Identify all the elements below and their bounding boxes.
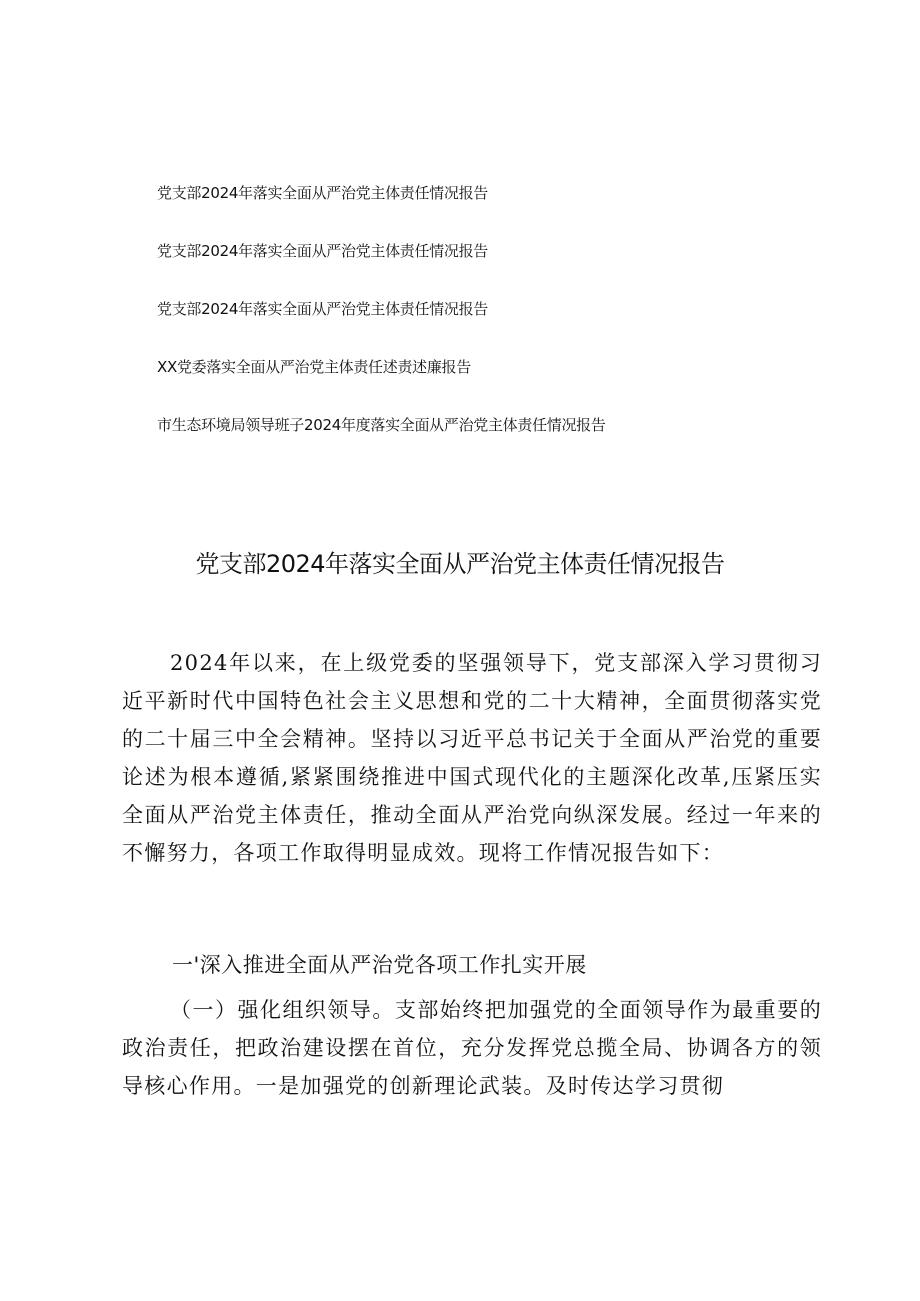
toc-item: 市生态环境局领导班子2024年度落实全面从严治党主体责任情况报告 (157, 416, 606, 434)
document-title: 党支部2024年落实全面从严治党主体责任情况报告 (195, 550, 725, 578)
intro-paragraph: 2024年以来，在上级党委的坚强领导下，党支部深入学习贯彻习近平新时代中国特色社会主义思想和党的二十大精神，全面贯彻落实党的二十届三中全会精神。坚持以习近平总书记关于全面从严治党的重要论述为根本遵循,紧紧围绕推进中国式现代化的主题深化改革,压紧压实全面从严治党主体责任，推动全面从严治党向纵深发展。经过一年来的不懈努力，各项工作取得明显成效。现将工作情况报告如下： (122, 651, 822, 865)
section-heading: 一'深入推进全面从严治党各项工作扎实开展 (172, 953, 587, 977)
toc-item: XX党委落实全面从严治党主体责任述责述廉报告 (157, 358, 471, 376)
table-of-contents (157, 183, 797, 473)
toc-item: 党支部2024年落实全面从严治党主体责任情况报告 (157, 184, 488, 202)
toc-item: 党支部2024年落实全面从严治党主体责任情况报告 (157, 300, 488, 318)
body-paragraph: （一）强化组织领导。支部始终把加强党的全面领导作为最重要的政治责任，把政治建设摆在首位，充分发挥党总揽全局、协调各方的领导核心作用。一是加强党的创新理论武装。及时传达学习贯彻 (122, 998, 822, 1098)
toc-item: 党支部2024年落实全面从严治党主体责任情况报告 (157, 242, 488, 260)
